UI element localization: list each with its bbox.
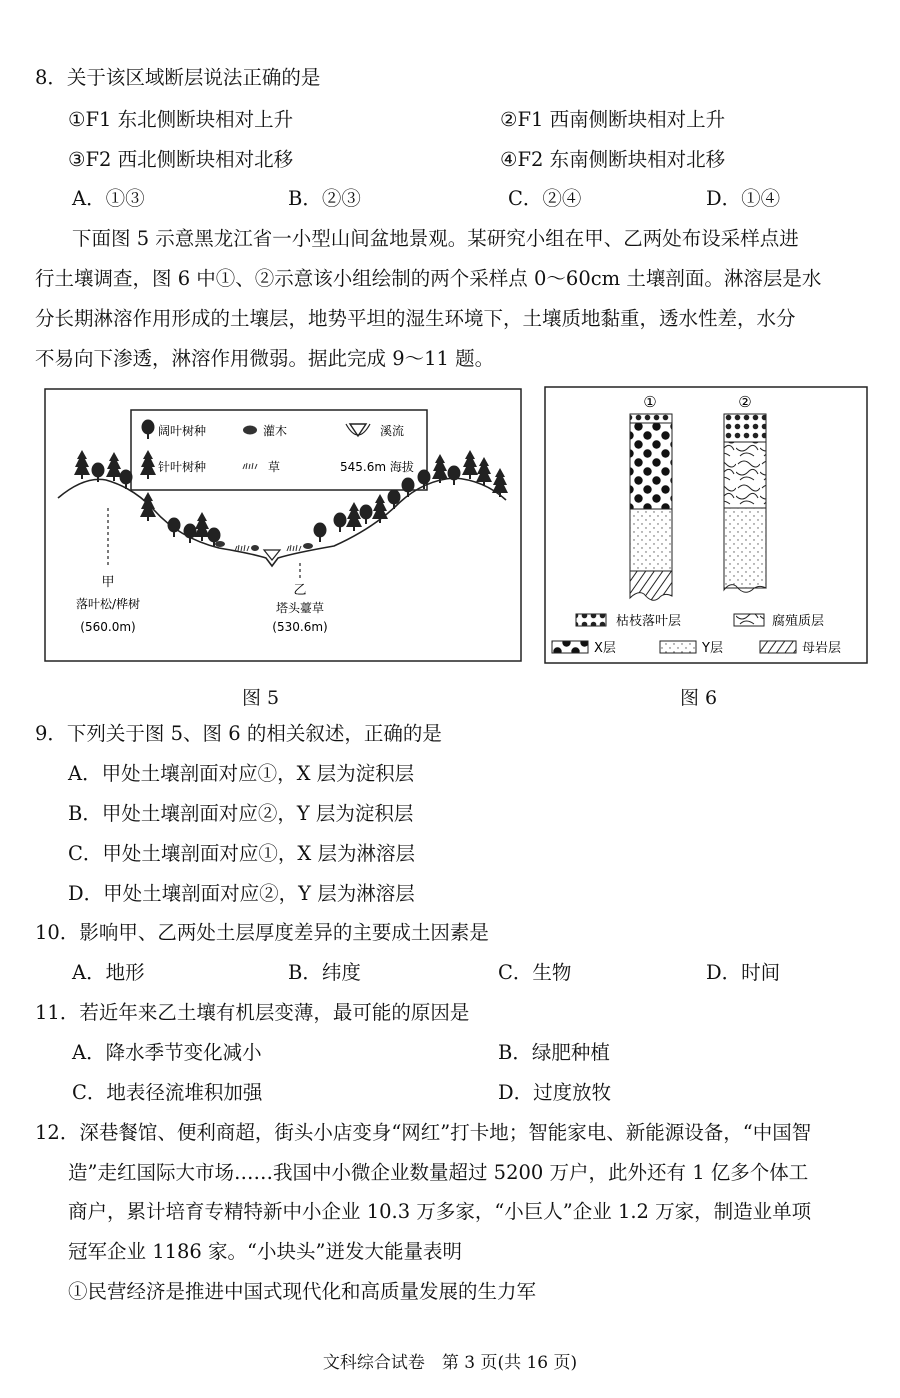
q9-option-c: C．甲处土壤剖面对应①，X 层为淋溶层 <box>68 842 416 865</box>
q8-statement-2: ②F1 西南侧断块相对上升 <box>500 108 726 131</box>
fig6-legend-parent: 母岩层 <box>802 641 842 656</box>
q8-statement-4: ④F2 东南侧断块相对北移 <box>500 148 726 171</box>
q12-statement-1: ①民营经济是推进中国式现代化和高质量发展的生力军 <box>68 1280 537 1303</box>
q10-option-a: A．地形 <box>72 961 145 984</box>
figure-6-caption: 图 6 <box>680 687 718 709</box>
figure-5-caption: 图 5 <box>242 687 280 709</box>
fig5-legend-broadleaf: 阔叶树种 <box>158 424 207 438</box>
q10-option-b: B．纬度 <box>288 961 361 984</box>
shrub-icon <box>243 426 257 435</box>
q9-option-d: D．甲处土壤剖面对应②，Y 层为淋溶层 <box>68 882 415 905</box>
q8-statement-1: ①F1 东北侧断块相对上升 <box>68 108 294 131</box>
profile-2-label: ② <box>738 393 752 411</box>
q8-option-b: B．②③ <box>288 187 361 210</box>
x-layer-swatch <box>552 641 588 653</box>
figure-6 <box>544 386 868 664</box>
q10-stem: 10．影响甲、乙两处土层厚度差异的主要成土因素是 <box>35 921 489 944</box>
yi-label: 乙 <box>293 583 307 598</box>
soil-profile-1 <box>630 414 672 600</box>
fig5-legend-box <box>131 410 427 490</box>
q11-option-b: B．绿肥种植 <box>498 1041 610 1064</box>
parent-rock-swatch <box>760 641 796 653</box>
jia-elevation: (560.0m) <box>80 620 136 634</box>
passage-line-1: 下面图 5 示意黑龙江省一小型山间盆地景观。某研究小组在甲、乙两处布设采样点进 <box>72 227 799 250</box>
fig5-legend-conifer: 针叶树种 <box>158 460 207 474</box>
q8-statement-3: ③F2 西北侧断块相对北移 <box>68 148 294 171</box>
fig5-legend-shrub: 灌木 <box>263 424 288 438</box>
jia-vegetation: 落叶松/桦树 <box>75 597 141 611</box>
q12-line-2: 造”走红国际大市场……我国中小微企业数量超过 5200 万户，此外还有 1 亿多个体工 <box>68 1161 809 1184</box>
fig5-legend-stream: 溪流 <box>380 424 405 438</box>
y-layer-swatch <box>660 641 696 653</box>
humus-swatch <box>734 614 764 626</box>
litter-swatch <box>576 614 606 626</box>
fig5-legend-elevation: 545.6m 海拔 <box>340 460 414 474</box>
q11-option-a: A．降水季节变化减小 <box>72 1041 262 1064</box>
passage-line-3: 分长期淋溶作用形成的土壤层，地势平坦的湿生环境下，土壤质地黏重，透水性差，水分 <box>35 307 796 330</box>
jia-label: 甲 <box>101 575 115 590</box>
fig5-legend-grass: 草 <box>268 460 281 474</box>
q9-option-a: A．甲处土壤剖面对应①，X 层为淀积层 <box>68 762 415 785</box>
q12-line-3: 商户，累计培育专精特新中小企业 10.3 万多家，“小巨人”企业 1.2 万家，制造业单项 <box>68 1200 812 1223</box>
q11-option-c: C．地表径流堆积加强 <box>72 1081 263 1104</box>
q8-option-d: D．①④ <box>706 187 781 210</box>
q10-option-c: C．生物 <box>498 961 572 984</box>
q9-stem: 9．下列关于图 5、图 6 的相关叙述，正确的是 <box>35 722 442 745</box>
q8-option-a: A．①③ <box>72 187 145 210</box>
fig6-legend-y: Y层 <box>702 641 723 656</box>
soil-profile-2 <box>724 414 766 592</box>
page-footer: 文科综合试卷 第 3 页(共 16 页) <box>322 1353 578 1373</box>
profile-1-label: ① <box>643 393 657 411</box>
passage-line-4: 不易向下渗透，淋溶作用微弱。据此完成 9～11 题。 <box>35 347 495 370</box>
fig6-legend-litter: 枯枝落叶层 <box>616 614 682 629</box>
q9-option-b: B．甲处土壤剖面对应②，Y 层为淀积层 <box>68 802 414 825</box>
fig6-legend-humus: 腐殖质层 <box>772 614 825 629</box>
figure-5 <box>44 388 522 662</box>
q10-option-d: D．时间 <box>706 961 781 984</box>
passage-line-2: 行土壤调查，图 6 中①、②示意该小组绘制的两个采样点 0～60cm 土壤剖面。淋溶层是水 <box>35 267 822 290</box>
fig6-legend-x: X层 <box>594 641 616 656</box>
q8-stem: 8．关于该区域断层说法正确的是 <box>35 66 321 89</box>
q11-stem: 11．若近年来乙土壤有机层变薄，最可能的原因是 <box>35 1001 470 1024</box>
q11-option-d: D．过度放牧 <box>498 1081 612 1104</box>
q12-line-4: 冠军企业 1186 家。“小块头”迸发大能量表明 <box>68 1240 462 1263</box>
q8-option-c: C．②④ <box>508 187 582 210</box>
yi-elevation: (530.6m) <box>272 620 328 634</box>
q12-line-1: 12．深巷餐馆、便利商超，街头小店变身“网红”打卡地；智能家电、新能源设备，“中国智 <box>35 1121 812 1144</box>
yi-vegetation: 塔头薹草 <box>275 601 325 615</box>
